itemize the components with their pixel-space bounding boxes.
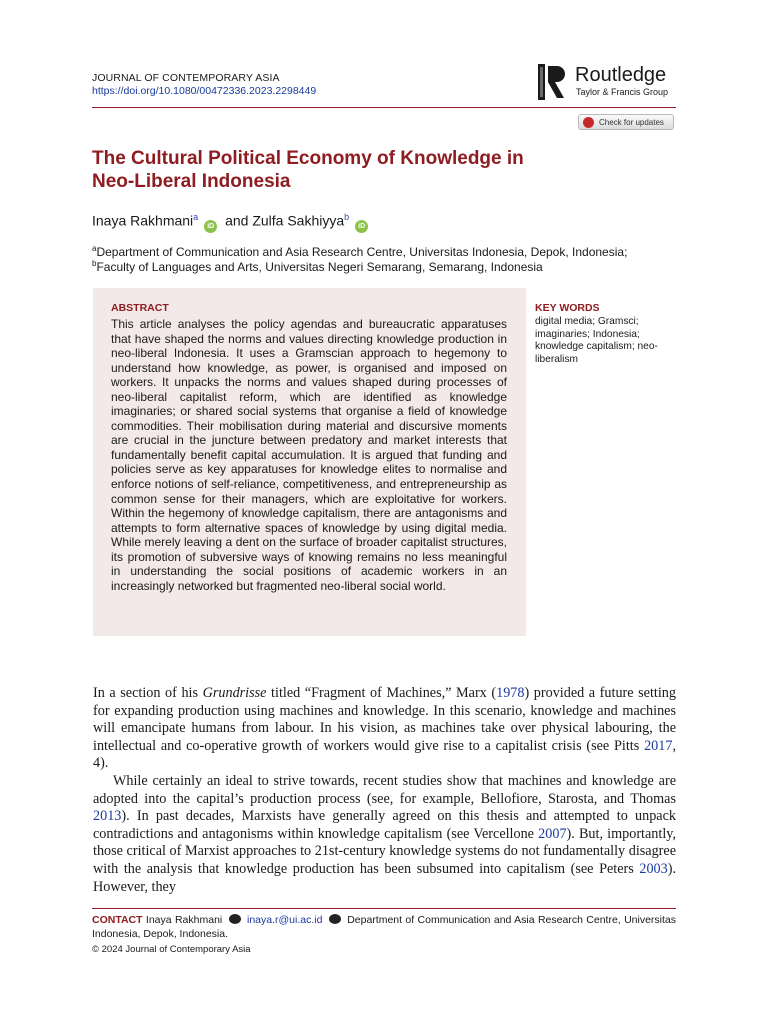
author-1-affil-mark: a	[193, 212, 199, 222]
keywords-heading: KEY WORDS	[535, 302, 600, 314]
article-body	[93, 685, 676, 896]
affiliation-b	[92, 256, 682, 275]
update-badge-icon	[583, 117, 594, 128]
routledge-logo-icon	[538, 64, 568, 100]
publisher-name: Routledge	[575, 64, 667, 86]
p1-text-a: In a section of his	[93, 685, 203, 701]
publisher-subtitle: Taylor & Francis Group	[576, 87, 669, 97]
p1-text-d: , 4).	[93, 737, 676, 772]
contact-label: CONTACT	[92, 914, 143, 926]
email-icon	[229, 914, 241, 924]
affiliation-a-text: Department of Communication and Asia Research Centre, Universitas Indonesia, Depok, Indonesia;	[96, 245, 628, 259]
doi-link[interactable]: https://doi.org/10.1080/00472336.2023.2298449	[92, 85, 317, 97]
header-divider	[92, 107, 676, 108]
paragraph-2	[93, 773, 676, 896]
paragraph-1	[93, 685, 676, 773]
p2-text-b: ). In past decades, Marxists have generally agreed on this thesis and attempted to unpack contradictions and antagonisms within knowledge capitalism (see Vercellone	[93, 808, 676, 842]
contact-address: Department of Communication and Asia Research Centre, Universitas Indonesia, Depok, Indonesia.	[92, 914, 677, 940]
publisher-logo	[538, 64, 678, 104]
abstract-text: This article analyses the policy agendas and bureaucratic apparatuses that have shaped the norms and values directing knowledge production in neo-liberal Indonesia. It uses a Gramscian approach to hegemony to understand how knowledge, as power, is organised and imposed on workers. It unpacks the norms and values shaped during processes of neo-liberal capitalist reform, which are identified as knowledge imaginaries; or shared social systems that organise a field of knowledge commodities. Their mobilisation during material and discursive moments are crucial in the juncture between predatory and market interests that fundamentally benefit capital accumulation. It is argued that funding and policies serve as key apparatuses for knowledge elites to normalise and enforce notions of self-reliance, competitiveness, and entrepreneurship as common sense for their managers, which are exploitative for workers. Within the hegemony of knowledge capitalism, there are antagonisms and attempts to form alternative spaces of knowledge by using digital media. While merely leaving a dent on the surface of broader capitalist structures, its promotion of subversive ways of knowing remains no less meaningful in understanding the social positions of academic workers in an increasingly networked but fragmented neo-liberal social world.	[111, 317, 507, 593]
p1-text-c: ) provided a future setting for expanding production using machines and knowledge. In this scenario, knowledge and machines will emancipate humans from labour. In his vision, as machines take over physical labouring, the intellectual and co-operative growth of workers would give rise to a capitalist crisis (see Pitts	[93, 685, 676, 754]
affiliation-a-mark: a	[92, 244, 97, 253]
abstract-heading: ABSTRACT	[111, 302, 169, 314]
p1-italic: Grundrisse	[202, 685, 267, 701]
p1-text-b: titled “Fragment of Machines,” Marx (	[266, 685, 497, 701]
affiliation-b-mark: b	[92, 259, 97, 268]
citation-link[interactable]: 2007	[538, 825, 567, 842]
orcid-icon[interactable]: iD	[204, 220, 217, 233]
contact-info	[92, 914, 676, 941]
check-for-updates-label: Check for updates	[599, 118, 664, 127]
footer-divider	[92, 908, 676, 909]
title-line-1: The Cultural Political Economy of Knowledge in	[92, 148, 524, 169]
author-1[interactable]: Inaya Rakhmani	[92, 212, 194, 229]
p2-text-a: While certainly an ideal to strive towards, recent studies show that machines and knowledge are adopted into the capital’s production process (see, for example, Bellofiore, Starosta, and Thomas	[93, 772, 676, 807]
p2-text-d: ). However, they	[93, 860, 676, 895]
postal-icon	[329, 914, 341, 924]
journal-name: JOURNAL OF CONTEMPORARY ASIA	[92, 72, 280, 84]
author-2[interactable]: and Zulfa Sakhiyya	[225, 212, 345, 229]
contact-name: Inaya Rakhmani	[145, 914, 223, 926]
citation-link[interactable]: 2013	[93, 808, 122, 825]
orcid-icon[interactable]: iD	[355, 220, 368, 233]
keywords-text: digital media; Gramsci; imaginaries; Indonesia; knowledge capitalism; neo-liberalism	[535, 316, 658, 365]
author-list	[92, 212, 372, 233]
article-title	[92, 147, 652, 193]
citation-link[interactable]: 2017	[644, 737, 673, 754]
citation-link[interactable]: 1978	[496, 685, 525, 701]
title-line-2: Neo-Liberal Indonesia	[92, 171, 291, 192]
check-for-updates-button[interactable]	[578, 114, 674, 130]
abstract-box	[93, 288, 526, 636]
copyright: © 2024 Journal of Contemporary Asia	[92, 944, 251, 955]
author-2-affil-mark: b	[344, 212, 350, 222]
p2-text-c: ). But, importantly, those critical of Marxist approaches to 21st-century knowledge systems do not fundamentally disagree with the analysis that knowledge production has been subsumed into capitalism (see Peters	[93, 825, 676, 877]
contact-email[interactable]: inaya.r@ui.ac.id	[247, 914, 323, 926]
citation-link[interactable]: 2003	[639, 860, 668, 877]
affiliation-b-text: Faculty of Languages and Arts, Universitas Negeri Semarang, Semarang, Indonesia	[96, 260, 543, 274]
